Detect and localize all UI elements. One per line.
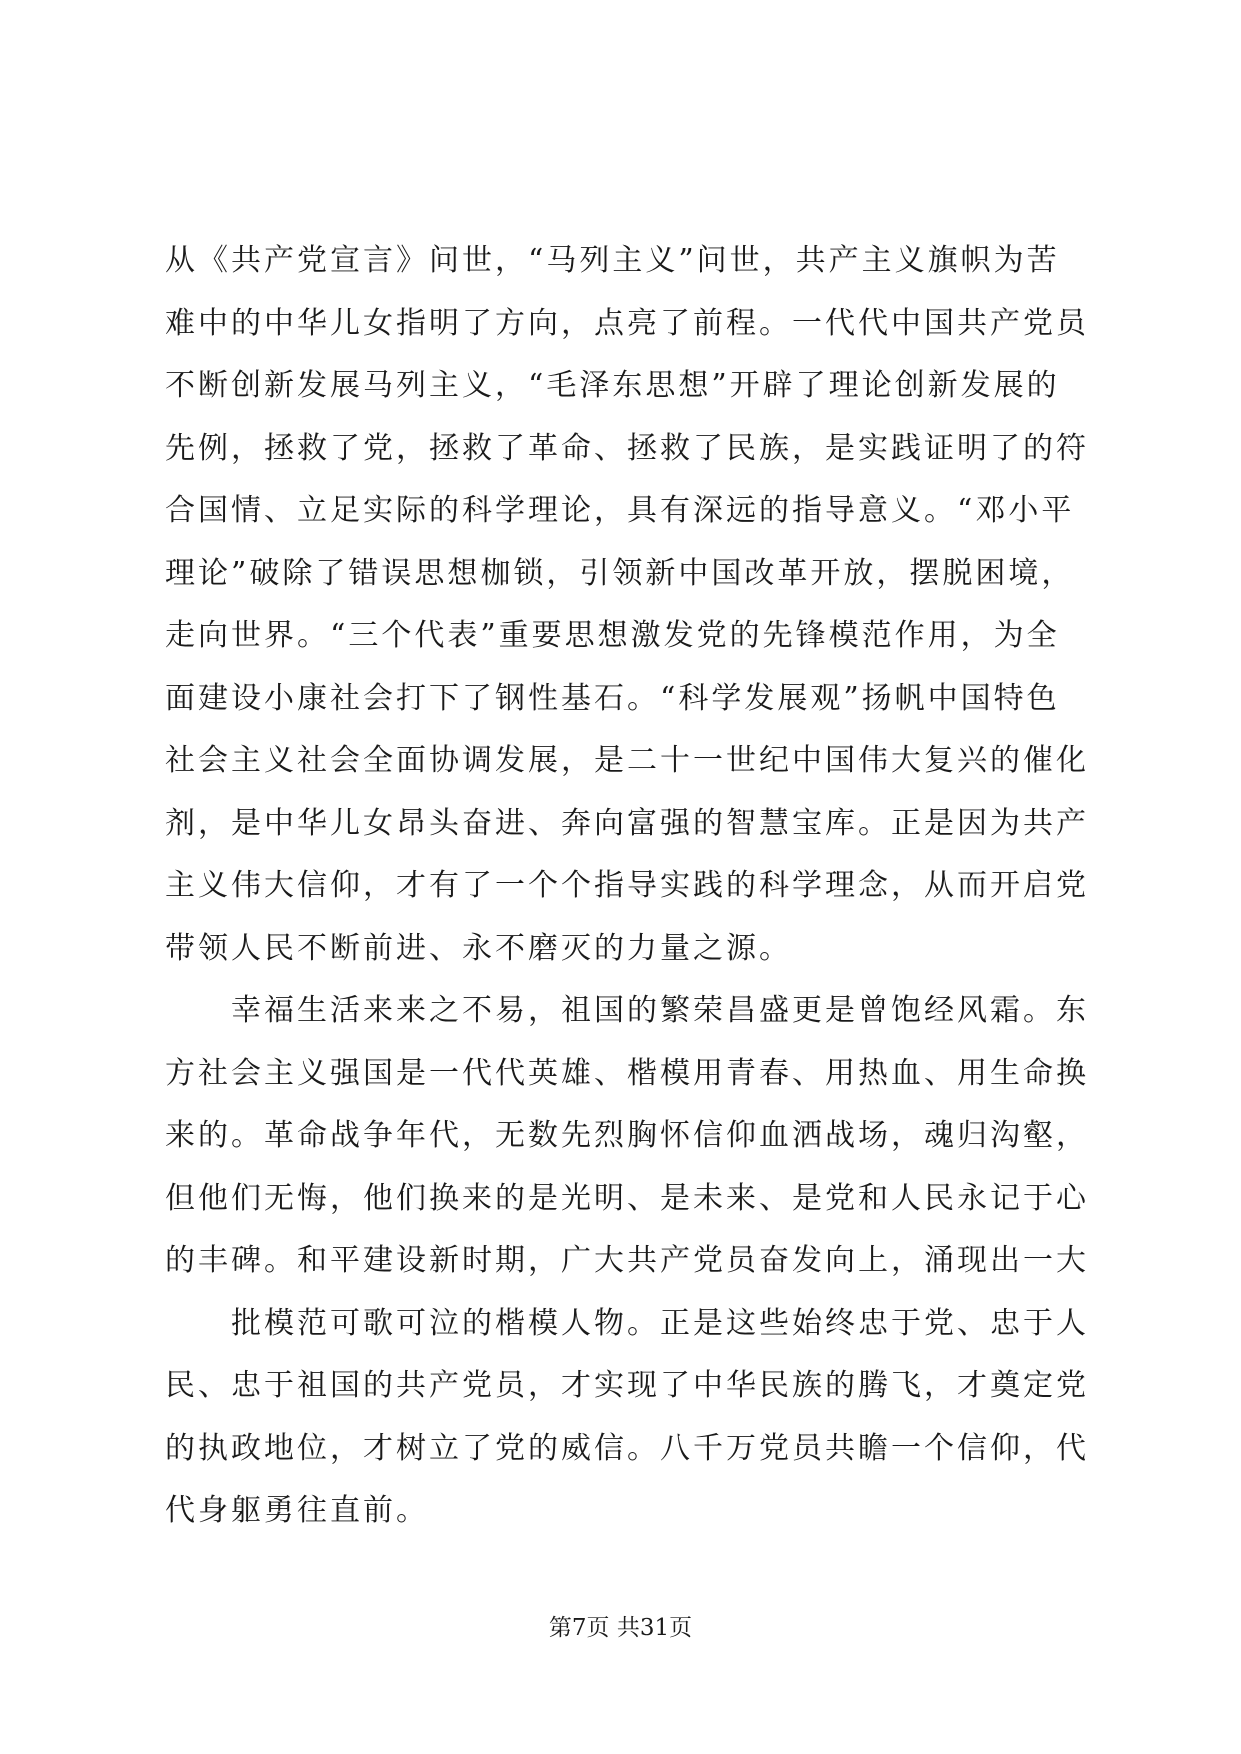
text-line: 主义伟大信仰，才有了一个个指导实践的科学理念，从而开启党	[165, 868, 1089, 903]
text-line: 批模范可歌可泣的楷模人物。正是这些始终忠于党、忠于人	[165, 1305, 1089, 1341]
text-line: 但他们无悔，他们换来的是光明、是未来、是党和人民永记于心	[165, 1180, 1089, 1216]
text-line: 从《共产党宣言》问世，“马列主义”问世，共产主义旗帜为苦	[165, 243, 1060, 278]
text-line: 难中的中华儿女指明了方向，点亮了前程。一代代中国共产党员	[165, 305, 1089, 341]
text-line: 剂，是中华儿女昂头奋进、奔向富强的智慧宝库。正是因为共产	[165, 805, 1089, 841]
text-line: 带领人民不断前进、永不磨灭的力量之源。	[165, 930, 792, 966]
body-text	[165, 230, 1089, 1543]
text-line: 代身躯勇往直前。	[165, 1493, 429, 1528]
text-line: 的执政地位，才树立了党的威信。八千万党员共瞻一个信仰，代	[165, 1430, 1089, 1466]
text-line: 社会主义社会全面协调发展，是二十一世纪中国伟大复兴的催化	[165, 743, 1089, 778]
text-line: 合国情、立足实际的科学理论，具有深远的指导意义。“邓小平	[165, 493, 1075, 528]
text-line: 的丰碑。和平建设新时期，广大共产党员奋发向上，涌现出一大	[165, 1243, 1089, 1278]
text-line: 先例，拯救了党，拯救了革命、拯救了民族，是实践证明了的符	[165, 430, 1089, 466]
text-line: 方社会主义强国是一代代英雄、楷模用青春、用热血、用生命换	[165, 1055, 1089, 1091]
page-number-footer: 第7页 共31页	[548, 1615, 693, 1641]
text-line: 不断创新发展马列主义，“毛泽东思想”开辟了理论创新发展的	[165, 368, 1060, 403]
text-line: 来的。革命战争年代，无数先烈胸怀信仰血洒战场，魂归沟壑，	[165, 1118, 1089, 1153]
text-line: 民、忠于祖国的共产党员，才实现了中华民族的腾飞，才奠定党	[165, 1368, 1089, 1403]
text-line: 理论”破除了错误思想枷锁，引领新中国改革开放，摆脱困境，	[165, 555, 1075, 591]
text-line: 幸福生活来来之不易，祖国的繁荣昌盛更是曾饱经风霜。东	[165, 993, 1089, 1028]
text-line: 面建设小康社会打下了钢性基石。“科学发展观”扬帆中国特色	[165, 680, 1060, 716]
text-line: 走向世界。“三个代表”重要思想激发党的先锋模范作用，为全	[165, 618, 1060, 653]
